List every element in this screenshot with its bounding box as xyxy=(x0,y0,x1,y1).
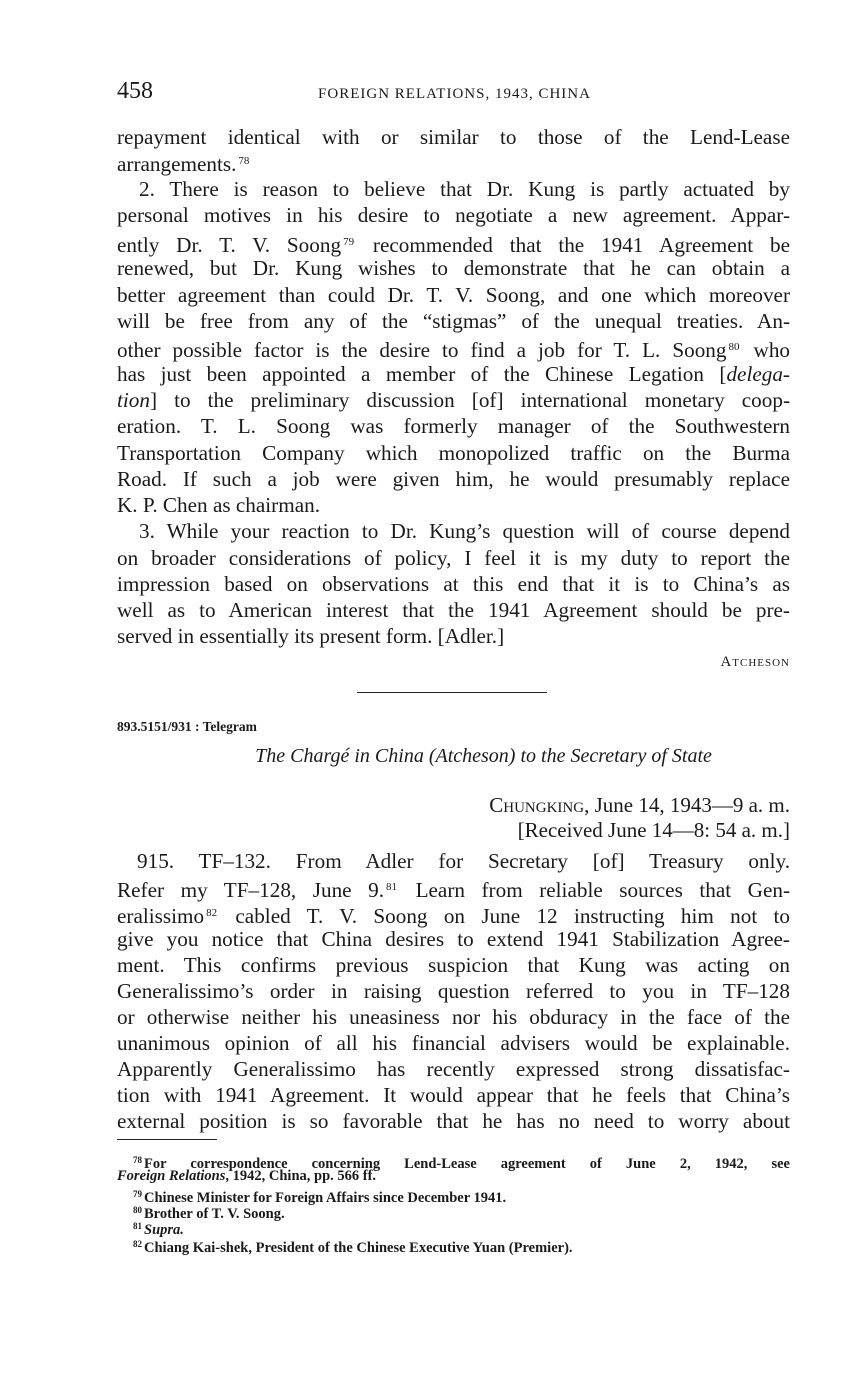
body-line: 3. While your reaction to Dr. Kung’s question will of course depend xyxy=(139,519,790,543)
section-divider xyxy=(357,692,547,693)
telegram-line: tion with 1941 Agreement. It would appear that he feels that China’s xyxy=(117,1083,790,1107)
footnote-ref: 78 xyxy=(238,155,250,167)
footnote-78-cont: Foreign Relations, 1942, China, pp. 566 ff. xyxy=(117,1168,377,1184)
file-number: 893.5151/931 : Telegram xyxy=(117,719,257,734)
body-line: will be free from any of the “stigmas” of the unequal treaties. An- xyxy=(117,309,790,333)
body-line: on broader considerations of policy, I feel it is my duty to report the xyxy=(117,546,790,570)
document-title: The Chargé in China (Atcheson) to the Secretary of State xyxy=(255,745,712,767)
body-line: other possible factor is the desire to find a job for T. L. Soong $^{80}$ who xyxy=(117,338,791,362)
telegram-line: or otherwise neither his uneasiness nor his obduracy in the face of the xyxy=(117,1005,790,1029)
body-line: tion] to the preliminary discussion [of] international monetary coop- xyxy=(117,388,790,412)
body-line: personal motives in his desire to negotiate a new agreement. Appar- xyxy=(117,203,790,227)
footnote-81: $^{81}$ Supra. xyxy=(133,1221,184,1238)
body-line: 2. There is reason to believe that Dr. Kung is partly actuated by xyxy=(139,177,790,201)
body-line: renewed, but Dr. Kung wishes to demonstrate that he can obtain a xyxy=(117,256,790,280)
body-line: ently Dr. T. V. Soong $^{79}$ recommended that the 1941 Agreement be xyxy=(117,233,790,257)
telegram-line: 915. TF–132. From Adler for Secretary [of] Treasury only. xyxy=(137,849,790,873)
telegram-line: give you notice that China desires to extend 1941 Stabilization Agree- xyxy=(117,927,790,951)
body-line: arrangements. $^{78}$ xyxy=(117,152,250,176)
body-line: eration. T. L. Soong was formerly manager of the Southwestern xyxy=(117,414,790,438)
telegram-line: Generalissimo’s order in raising question referred to you in TF–128 xyxy=(117,979,790,1003)
body-line: has just been appointed a member of the Chinese Legation [delega- xyxy=(117,362,790,386)
footnote-79: $^{79}$ Chinese Minister for Foreign Affairs since December 1941. xyxy=(133,1189,507,1206)
page-header xyxy=(117,78,792,108)
telegram-line: Apparently Generalissimo has recently expressed strong dissatisfac- xyxy=(117,1057,790,1081)
body-line: served in essentially its present form. [Adler.] xyxy=(117,624,505,648)
body-line: K. P. Chen as chairman. xyxy=(117,493,321,517)
telegram-line: eralissimo $^{82}$ cabled T. V. Soong on June 12 instructing him not to xyxy=(117,904,791,928)
footnote-ref: 81 xyxy=(386,881,398,893)
telegram-line: Refer my TF–128, June 9. $^{81}$ Learn from reliable sources that Gen- xyxy=(117,878,791,902)
body-line: Road. If such a job were given him, he would presumably replace xyxy=(117,467,790,491)
footnote-ref: 82 xyxy=(206,907,218,919)
body-line: well as to American interest that the 1941 Agreement should be pre- xyxy=(117,598,790,622)
received-line: [Received June 14—8: 54 a. m.] xyxy=(517,818,790,842)
dateline: Chungking, June 14, 1943—9 a. m. xyxy=(489,793,790,817)
footnote-82: $^{82}$ Chiang Kai-shek, President of the Chinese Executive Yuan (Premier). xyxy=(133,1239,573,1256)
telegram-line: unanimous opinion of all his financial advisers would be explainable. xyxy=(117,1031,790,1055)
signature: Atcheson xyxy=(720,654,790,670)
telegram-line: external position is so favorable that he has no need to worry about xyxy=(117,1109,790,1133)
body-line: impression based on observations at this end that it is to China’s as xyxy=(117,572,790,596)
body-line: better agreement than could Dr. T. V. Soong, and one which moreover xyxy=(117,283,790,307)
footnote-78: $^{78}$ For correspondence concerning Lend-Lease agreement of June 2, 1942, see xyxy=(133,1155,790,1172)
running-head: FOREIGN RELATIONS, 1943, CHINA xyxy=(318,86,591,102)
telegram-line: ment. This confirms previous suspicion that Kung was acting on xyxy=(117,953,790,977)
footnote-rule xyxy=(117,1139,217,1140)
body-line: Transportation Company which monopolized traffic on the Burma xyxy=(117,441,790,465)
body-line: repayment identical with or similar to those of the Lend-Lease xyxy=(117,125,790,149)
footnote-ref: 80 xyxy=(728,341,740,353)
page-number: 458 xyxy=(117,78,153,104)
footnote-80: $^{80}$ Brother of T. V. Soong. xyxy=(133,1205,285,1222)
footnote-ref: 79 xyxy=(343,236,355,248)
